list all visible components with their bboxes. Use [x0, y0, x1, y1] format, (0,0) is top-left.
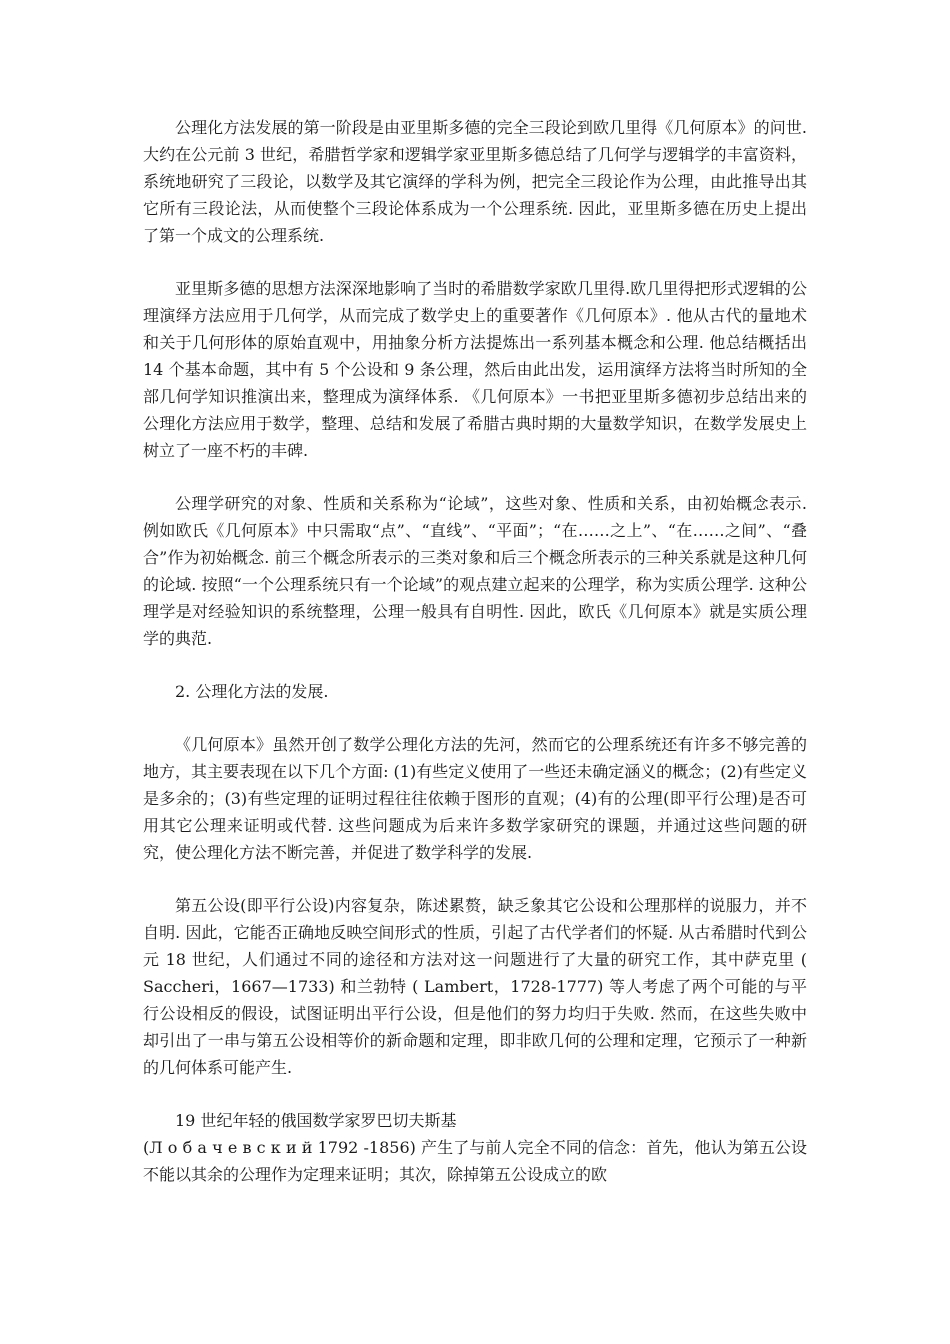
- paragraph-euclid-elements: 亚里斯多德的思想方法深深地影响了当时的希腊数学家欧几里得.欧几里得把形式逻辑的公理演绎方法应用于几何学，从而完成了数学史上的重要著作《几何原本》. 他从古代的量地术和关于几何形体的原始直观中，用抽象分析方法提炼出一系列基本概念和公理. 他总结概括出 14 个基本命题，其中有 5 个公设和 9 条公理，然后由此出发，运用演绎方法将当时所知的全部几何学知识推演出来，整理成为演绎体系. 《几何原本》一书把亚里斯多德初步总结出来的公理化方法应用于数学，整理、总结和发展了希腊古典时期的大量数学知识，在数学发展史上树立了一座不朽的丰碑.: [143, 279, 807, 460]
- paragraph-aristotle-syllogism: 公理化方法发展的第一阶段是由亚里斯多德的完全三段论到欧几里得《几何原本》的问世. 大约在公元前 3 世纪，希腊哲学家和逻辑学家亚里斯多德总结了几何学与逻辑学的丰富资料，系统地研究了三段论，以数学及其它演绎的学科为例，把完全三段论作为公理，由此推导出其它所有三段论法，从而使整个三段论体系成为一个公理系统. 因此，亚里斯多德在历史上提出了第一个成文的公理系统.: [143, 118, 807, 245]
- document-body: [143, 114, 807, 1188]
- paragraph-material-axiomatics: 公理学研究的对象、性质和关系称为“论域”，这些对象、性质和关系，由初始概念表示. 例如欧氏《几何原本》中只需取“点”、“直线”、“平面”；“在……之上”、“在……之间”、“叠合”作为初始概念. 前三个概念所表示的三类对象和后三个概念所表示的三种关系就是这种几何的论域. 按照“一个公理系统只有一个论域”的观点建立起来的公理学，称为实质公理学. 这种公理学是对经验知识的系统整理，公理一般具有自明性. 因此，欧氏《几何原本》就是实质公理学的典范.: [143, 494, 807, 648]
- paragraph-fifth-postulate: 第五公设(即平行公设)内容复杂，陈述累赘，缺乏象其它公设和公理那样的说服力，并不自明. 因此，它能否正确地反映空间形式的性质，引起了古代学者们的怀疑. 从古希腊时代到公元 18 世纪，人们通过不同的途径和方法对这一问题进行了大量的研究工作，其中萨克里 ( Saccheri，1667—1733) 和兰勃特 ( Lambert，1728-1777) 等人考虑了两个可能的与平行公设相反的假设，试图证明出平行公设，但是他们的努力均归于失败. 然而，在这些失败中却引出了一串与第五公设相等价的新命题和定理，即非欧几何的公理和定理，它预示了一种新的几何体系可能产生.: [143, 896, 807, 1077]
- paragraph-elements-shortcomings: 《几何原本》虽然开创了数学公理化方法的先河，然而它的公理系统还有许多不够完善的地方，其主要表现在以下几个方面: (1)有些定义使用了一些还未确定涵义的概念；(2)有些定义是多余的；(3)有些定理的证明过程往往依赖于图形的直观；(4)有的公理(即平行公理)是否可用其它公理来证明或代替. 这些问题成为后来许多数学家研究的课题，并通过这些问题的研究，使公理化方法不断完善，并促进了数学科学的发展.: [143, 735, 807, 862]
- section-heading-development: 2. 公理化方法的发展.: [175, 682, 329, 701]
- paragraph-lobachevsky-continued: (Л о б а ч е в с к и й 1792 -1856) 产生了与前人完全不同的信念：首先，他认为第五公设不能以其余的公理作为定理来证明；其次，除掉第五公设成立的欧: [143, 1138, 807, 1184]
- paragraph-lobachevsky-intro: 19 世纪年轻的俄国数学家罗巴切夫斯基: [175, 1111, 457, 1130]
